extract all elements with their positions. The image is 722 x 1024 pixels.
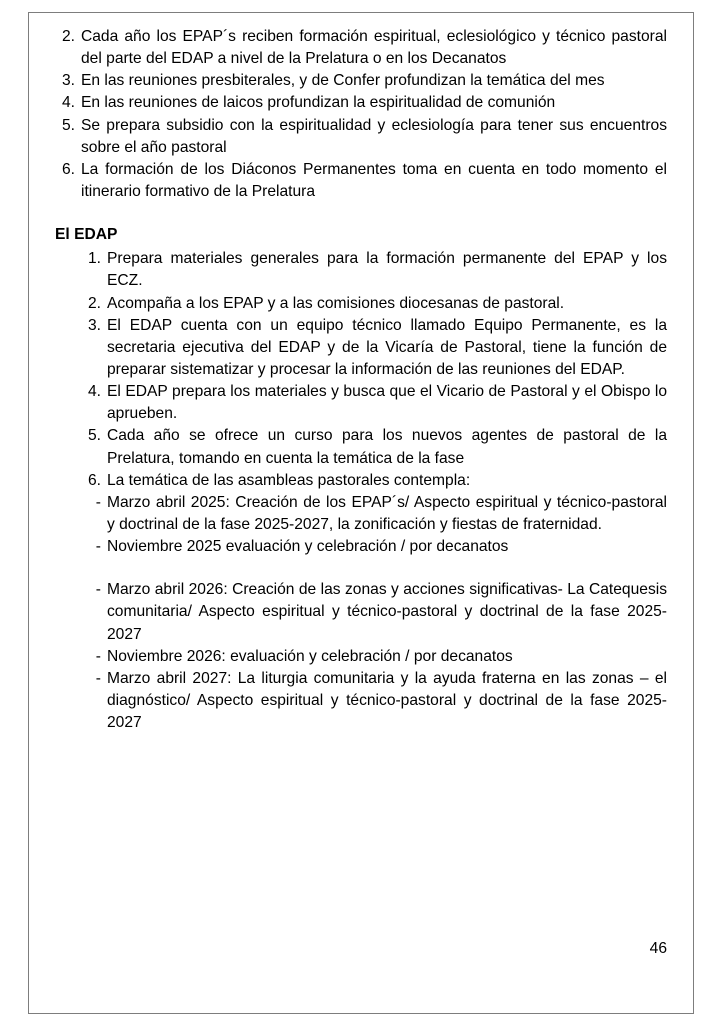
list-text: Cada año se ofrece un curso para los nuevos agentes de pastoral de la Prelatura, tomando en cuenta la temática de la fase <box>107 427 667 467</box>
list-text: Marzo abril 2025: Creación de los EPAP´s/ Aspecto espiritual y técnico-pastoral y doctrinal de la fase 2025-2027, la zonificación y fiestas de fraternidad. <box>107 493 667 533</box>
list-text: La temática de las asambleas pastorales contempla: <box>107 471 471 489</box>
paragraph-spacer <box>55 558 667 579</box>
list-item <box>55 159 667 203</box>
list-marker: 2. <box>87 294 101 312</box>
list-text: La formación de los Diáconos Permanentes toma en cuenta en todo momento el itinerario formativo de la Prelatura <box>81 160 667 200</box>
list-item <box>77 293 667 315</box>
list-item <box>55 115 667 159</box>
list-marker: - <box>95 647 101 665</box>
numbered-list-edap <box>77 248 667 492</box>
list-marker: 3. <box>87 316 101 334</box>
list-marker: 2. <box>61 28 75 45</box>
list-text: Cada año los EPAP´s reciben formación espiritual, eclesiológico y técnico pastoral del parte del EDAP a nivel de la Prelatura o en los Decanatos <box>81 28 667 68</box>
list-item <box>77 425 667 469</box>
list-item <box>77 492 667 536</box>
list-text: Se prepara subsidio con la espiritualidad y eclesiología para tener sus encuentros sobre el año pastoral <box>81 116 667 156</box>
list-marker: 3. <box>61 72 75 90</box>
list-marker: 6. <box>61 160 75 178</box>
dash-list-second <box>77 579 667 734</box>
list-item <box>77 536 667 558</box>
list-text: En las reuniones de laicos profundizan la espiritualidad de comunión <box>81 94 556 112</box>
list-text: Marzo abril 2026: Creación de las zonas y acciones significativas- La Catequesis comunitaria/ Aspecto espiritual y técnico-pastoral y doctrinal de la fase 2025-2027 <box>107 581 667 643</box>
list-text: Acompaña a los EPAP y a las comisiones diocesanas de pastoral. <box>107 294 565 312</box>
dash-list-first <box>77 492 667 558</box>
list-item <box>55 70 667 92</box>
list-text: El EDAP prepara los materiales y busca que el Vicario de Pastoral y el Obispo lo aprueben. <box>107 383 667 423</box>
list-item <box>77 470 667 492</box>
list-marker: 4. <box>87 383 101 401</box>
numbered-list-top <box>55 26 667 203</box>
list-marker: 5. <box>87 427 101 445</box>
list-item <box>77 381 667 425</box>
list-marker: - <box>95 581 101 599</box>
list-marker: - <box>95 538 101 556</box>
list-marker: 1. <box>87 250 101 268</box>
list-item <box>55 92 667 114</box>
list-marker: 4. <box>61 94 75 112</box>
list-marker: 6. <box>87 471 101 489</box>
list-text: Noviembre 2025 evaluación y celebración / por decanatos <box>107 538 509 556</box>
page-content <box>55 26 667 734</box>
list-item <box>77 668 667 734</box>
list-marker: 5. <box>61 116 75 134</box>
list-text: Prepara materiales generales para la formación permanente del EPAP y los ECZ. <box>107 250 667 290</box>
list-marker: - <box>95 669 101 687</box>
list-item <box>55 26 667 70</box>
section-heading: El EDAP <box>55 226 118 244</box>
page-number: 46 <box>649 940 667 957</box>
list-item <box>77 579 667 645</box>
list-text: Marzo abril 2027: La liturgia comunitaria y la ayuda fraterna en las zonas – el diagnóstico/ Aspecto espiritual y técnico-pastoral y doctrinal de la fase 2025-2027 <box>107 669 667 732</box>
list-text: En las reuniones presbiterales, y de Confer profundizan la temática del mes <box>81 72 605 90</box>
list-marker: - <box>95 493 101 511</box>
list-text: Noviembre 2026: evaluación y celebración / por decanatos <box>107 647 513 665</box>
list-item <box>77 646 667 668</box>
list-item <box>77 315 667 381</box>
list-text: El EDAP cuenta con un equipo técnico llamado Equipo Permanente, es la secretaria ejecutiva del EDAP y de la Vicaría de Pastoral, tiene la función de preparar sistematizar y procesar la información de las reuniones del EDAP. <box>107 316 667 378</box>
list-item <box>77 248 667 292</box>
